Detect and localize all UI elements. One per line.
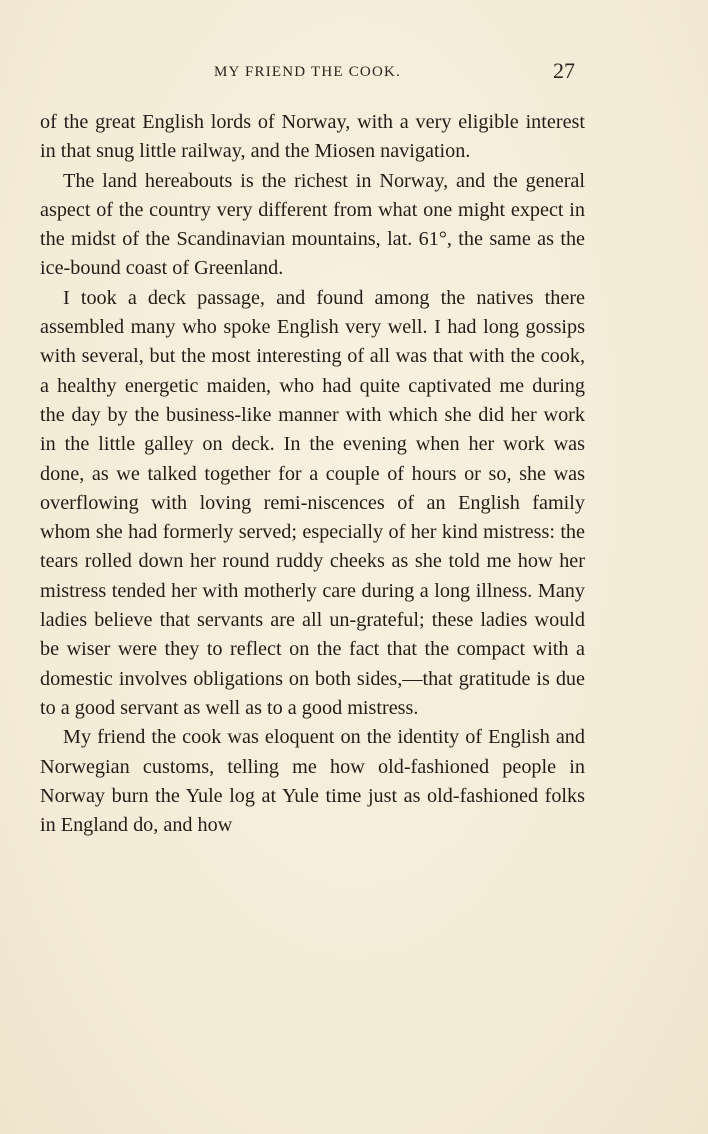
paragraph-deck-passage: I took a deck passage, and found among the natives there assembled many who spoke English very well. I had long gossips with several, but the most interesting of all was that with the cook, a healthy energetic maiden, who had quite captivated me during the day by the business-like manner with which she did her work in the little galley on deck. In the evening when her work was done, as we talked together for a couple of hours or so, she was overflowing with loving remi-niscences of an English family whom she had formerly served; especially of her kind mistress: the tears rolled down her round ruddy cheeks as she told me how her mistress tended her with motherly care during a long illness. Many ladies believe that servants are all un-grateful; these ladies would be wiser were they to reflect on the fact that the compact with a domestic involves obligations on both sides,—that gratitude is due to a good servant as well as to a good mistress.: [40, 286, 585, 719]
paragraph-land: The land hereabouts is the richest in Norway, and the general aspect of the country very different from what one might expect in the midst of the Scandinavian mountains, lat. 61°, the same as the ice-bound coast of Greenland.: [40, 169, 585, 280]
running-title: MY FRIEND THE COOK.: [214, 64, 401, 80]
page-number: 27: [553, 58, 575, 83]
page-header: [40, 60, 575, 90]
paragraph-continuation: of the great English lords of Norway, with a very eligible interest in that snug little railway, and the Miosen navigation.: [40, 111, 585, 163]
paragraph-cook-customs: My friend the cook was eloquent on the identity of English and Norwegian customs, telling me how old-fashioned people in Norway burn the Yule log at Yule time just as old-fashioned folks in England do, and how: [40, 726, 585, 837]
body-text: [40, 108, 585, 840]
